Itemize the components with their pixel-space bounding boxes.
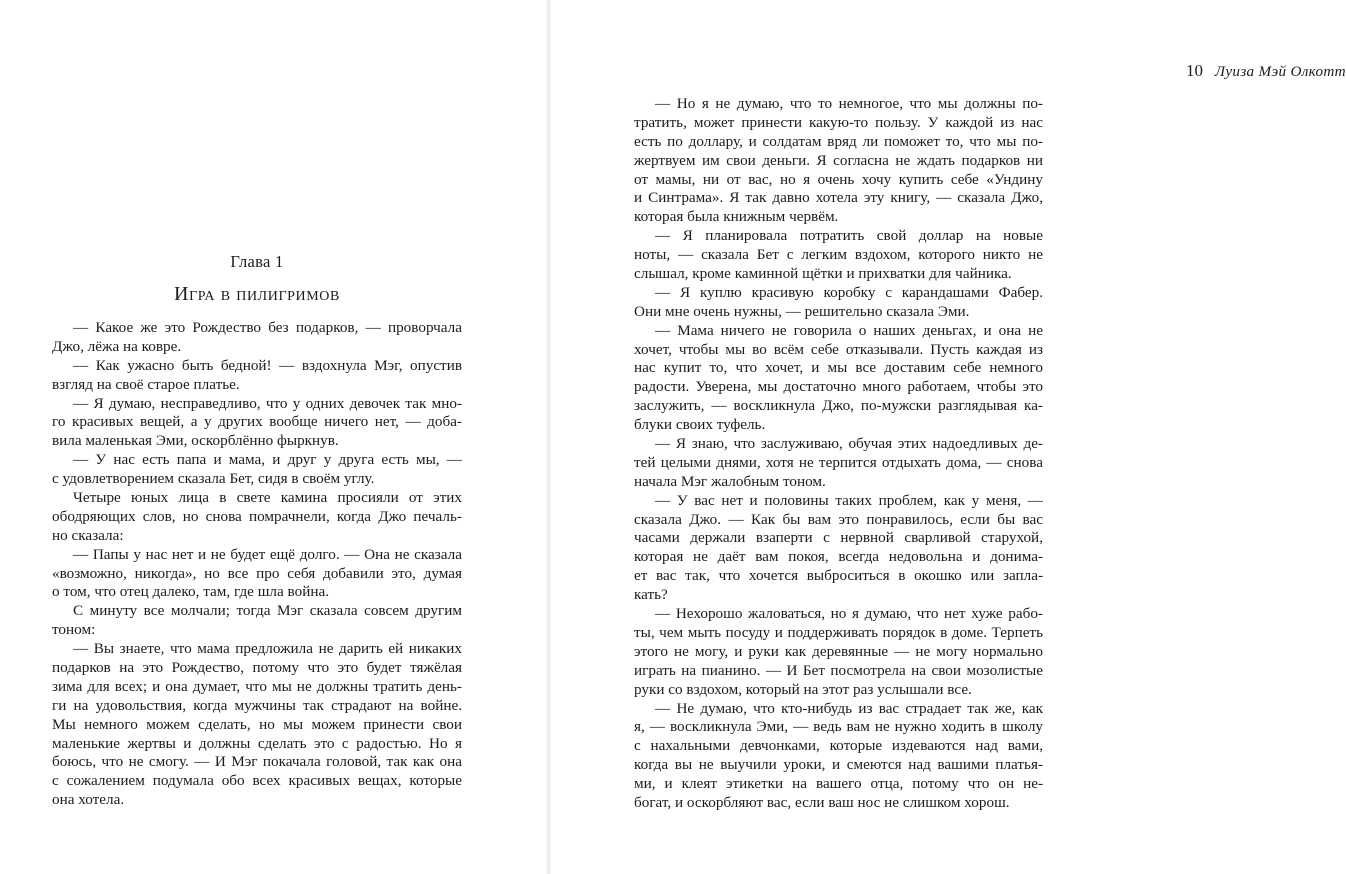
text-line: го красивых вещей, а у других вообще ничего нет, — доба- bbox=[52, 413, 462, 431]
text-line: слышал, кроме каминной щётки и прихватки для чайника. bbox=[634, 265, 1012, 283]
text-line: ги на удовольствия, когда мужчины так страдают на войне. bbox=[52, 696, 462, 714]
text-line: сказала Джо. — Как бы вам это понравилось, если бы вас bbox=[634, 510, 1043, 528]
text-line: но сказала: bbox=[52, 526, 124, 544]
text-line: — Я планировала потратить свой доллар на новые bbox=[655, 227, 1043, 245]
text-line: от мамы, ни от вас, но я очень хочу купить себе «Ундину bbox=[634, 170, 1043, 188]
text-line: есть по доллару, и солдатам вряд ли поможет то, что мы по- bbox=[634, 132, 1043, 150]
text-line: я, — воскликнула Эми, — ведь вам не нужно ходить в школу bbox=[634, 718, 1043, 736]
text-line: — Я куплю красивую коробку с карандашами Фабер. bbox=[655, 283, 1043, 301]
text-line: кать? bbox=[634, 586, 668, 604]
text-line: с нахальными девчонками, которые издеваются над вами, bbox=[634, 737, 1043, 755]
text-line: нас купит то, что хочет, и мы все доставим себе немного bbox=[634, 359, 1043, 377]
chapter-title: Игра в пилигримов bbox=[174, 283, 340, 305]
text-line: — У вас нет и половины таких проблем, как у меня, — bbox=[655, 491, 1043, 509]
text-line: — Как ужасно быть бедной! — вздохнула Мэг, опустив bbox=[73, 356, 462, 374]
text-line: тей целыми днями, хотя не терпится отдыхать дома, — снова bbox=[634, 453, 1043, 471]
text-line: ободряющих слов, но снова помрачнели, когда Джо печаль- bbox=[52, 507, 462, 525]
text-line: — Нехорошо жаловаться, но я думаю, что нет хуже рабо- bbox=[655, 605, 1043, 623]
chapter-number: Глава 1 bbox=[230, 252, 284, 271]
chapter-heading bbox=[52, 249, 462, 307]
text-line: и Синтрама». Я так давно хотела эту книгу, — сказала Джо, bbox=[634, 189, 1043, 207]
text-line: тоном: bbox=[52, 621, 96, 639]
text-line: — Какое же это Рождество без подарков, — проворчала bbox=[73, 319, 462, 336]
text-line: начала Мэг жалобным тоном. bbox=[634, 472, 826, 490]
right-page-text bbox=[634, 95, 1043, 813]
text-line: Мы немного можем сделать, но мы можем принести свои bbox=[52, 715, 462, 733]
text-line: подарков на это Рождество, потому что это будет тяжёлая bbox=[52, 659, 462, 677]
text-line: Джо, лёжа на ковре. bbox=[52, 337, 182, 355]
text-line: — Но я не думаю, что то немногое, что мы должны по- bbox=[655, 95, 1043, 112]
text-line: этого не могу, и руки как деревянные — не могу нормально bbox=[634, 642, 1043, 660]
page-number: 10 bbox=[1186, 61, 1203, 80]
text-line: Четыре юных лица в свете камина просияли от этих bbox=[73, 489, 462, 507]
text-line: — Мама ничего не говорила о наших деньгах, и она не bbox=[655, 321, 1043, 339]
text-line: вила маленькая Эми, оскорблённо фыркнув. bbox=[52, 432, 339, 450]
text-line: заслужить, — воскликнула Джо, по-мужски разглядывая ка- bbox=[634, 397, 1043, 415]
left-page bbox=[0, 0, 545, 874]
text-line: боюсь, что не смогу. — И Мэг покачала головой, так как она bbox=[52, 753, 462, 771]
text-line: когда вы не выучили уроки, и смеются над вашими платья- bbox=[634, 756, 1043, 774]
text-line: С минуту все молчали; тогда Мэг сказала совсем другим bbox=[73, 602, 462, 620]
text-line: маленькие жертвы и должны сделать это с радостью. Но я bbox=[52, 734, 462, 752]
text-line: — У нас есть папа и мама, и друг у друга есть мы, — bbox=[73, 451, 462, 469]
text-line: — Я думаю, несправедливо, что у одних девочек так мно- bbox=[73, 394, 462, 412]
text-line: она хотела. bbox=[52, 791, 125, 809]
text-line: богат, и оскорбляют вас, если ваш нос не слишком хорош. bbox=[634, 793, 1010, 811]
text-line: тратить, может принести какую-то пользу. У каждой из нас bbox=[634, 113, 1043, 131]
text-line: которая была книжным червём. bbox=[634, 208, 839, 226]
text-line: блуки своих туфель. bbox=[634, 416, 766, 434]
text-line: о том, что отец далеко, там, где шла война. bbox=[52, 583, 329, 601]
text-line: ет вас так, что хочется выброситься в окошко или запла- bbox=[634, 567, 1043, 585]
text-line: — Я знаю, что заслуживаю, обучая этих надоедливых де- bbox=[655, 435, 1043, 453]
text-line: — Не думаю, что кто-нибудь из вас страдает так же, как bbox=[655, 699, 1043, 717]
text-line: жертвуем им свои деньги. Я согласна не ждать подарков ни bbox=[634, 151, 1043, 169]
text-line: ми, и клеят этикетки на вашего отца, потому что он не- bbox=[634, 775, 1043, 793]
text-line: руки со вздохом, который на этот раз услышали все. bbox=[634, 680, 972, 698]
text-line: — Папы у нас нет и не будет ещё долго. — Она не сказала bbox=[73, 545, 462, 563]
text-line: взгляд на своё старое платье. bbox=[52, 375, 240, 393]
text-line: ноты, — сказала Бет с легким вздохом, которого никто не bbox=[634, 246, 1043, 264]
text-line: «возможно, никогда», но все про себя добавили это, думая bbox=[52, 564, 462, 582]
running-head-author: Луиза Мэй Олкотт bbox=[1214, 63, 1346, 80]
running-head bbox=[1186, 61, 1346, 82]
text-line: — Вы знаете, что мама предложила не дарить ей никаких bbox=[73, 640, 462, 658]
text-line: Они мне очень нужны, — решительно сказала Эми. bbox=[634, 302, 970, 320]
left-page-text bbox=[52, 319, 462, 810]
text-line: с сожалением подумала обо всех красивых вещах, которые bbox=[52, 772, 462, 790]
text-line: с удовлетворением сказала Бет, сидя в своём углу. bbox=[52, 470, 375, 488]
text-line: часами держали взаперти с нервной сварливой старухой, bbox=[634, 529, 1043, 547]
text-line: хочет, чтобы мы во всём себе отказывали. Пусть каждая из bbox=[634, 340, 1043, 358]
text-line: играть на пианино. — И Бет посмотрела на свои мозолистые bbox=[634, 661, 1043, 679]
text-line: зима для всех; и она думает, что мы не должны тратить день- bbox=[52, 677, 462, 695]
text-line: ты, чем мыть посуду и поддерживать порядок в доме. Терпеть bbox=[634, 623, 1043, 641]
text-line: радости. Уверена, мы достаточно много работаем, чтобы это bbox=[634, 378, 1043, 396]
book-gutter bbox=[545, 0, 552, 874]
text-line: которая не даёт вам покоя, всегда недовольна и донима- bbox=[634, 548, 1043, 566]
